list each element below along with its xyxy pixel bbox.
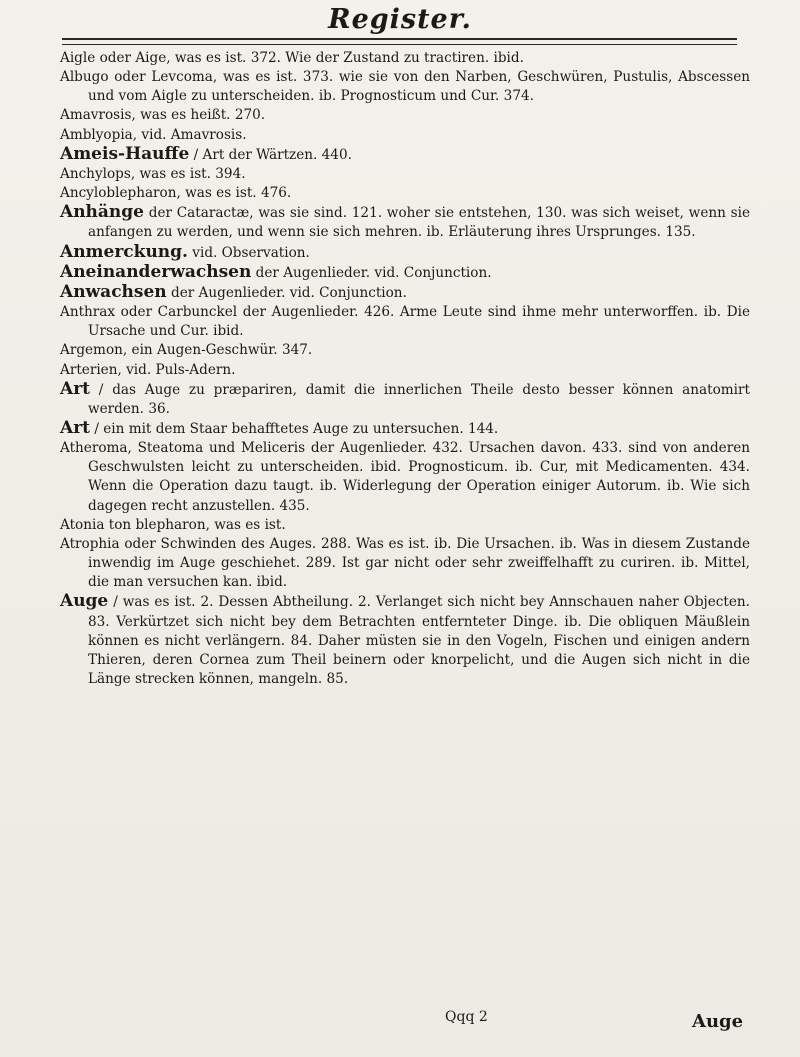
register-entry bbox=[60, 380, 750, 419]
register-entry bbox=[60, 203, 750, 242]
entry-text: / ein mit dem Staar behafftetes Auge zu untersuchen. 144. bbox=[90, 420, 499, 437]
entry-headword: Ameis-Hauffe bbox=[60, 143, 190, 164]
register-entries bbox=[60, 49, 750, 689]
entry-headword: Art bbox=[60, 378, 90, 399]
entry-text: Amavrosis, was es heißt. 270. bbox=[60, 107, 266, 124]
register-entry bbox=[60, 263, 750, 283]
register-entry bbox=[60, 535, 750, 592]
entry-text: / Art der Wärtzen. 440. bbox=[189, 146, 352, 163]
register-entry bbox=[60, 439, 750, 516]
register-entry bbox=[60, 419, 750, 439]
register-entry bbox=[60, 68, 750, 106]
register-entry bbox=[60, 283, 750, 303]
register-entry bbox=[60, 165, 750, 184]
entry-text: / das Auge zu præpariren, damit die innerlichen Theile desto besser können anatomirt werden. 36. bbox=[88, 381, 750, 417]
entry-headword: Aneinanderwachsen bbox=[60, 261, 252, 282]
entry-headword: Art bbox=[60, 417, 90, 438]
entry-text: Anchylops, was es ist. 394. bbox=[60, 165, 246, 182]
entry-headword: Anwachsen bbox=[60, 281, 167, 302]
entry-text: Atheroma, Steatoma und Meliceris der Augenlieder. 432. Ursachen davon. 433. sind von anderen Geschwulsten leicht zu unterscheiden. ibid. Prognosticum. ib. Cur, mit Medicamenten. 434. Wenn die Operation dazu taugt. ib. Widerlegung der Operation einiger Autorum. ib. Wie sich dagegen recht anzustellen. 435. bbox=[60, 440, 750, 514]
register-entry bbox=[60, 341, 750, 360]
entry-text: vid. Observation. bbox=[187, 244, 310, 261]
catchword: Auge bbox=[692, 1011, 744, 1032]
entry-text: der Cataractæ, was sie sind. 121. woher sie entstehen, 130. was sich weiset, wenn sie anfangen zu werden, und wenn sie sich mehren. ib. Erläuterung ihres Ursprunges. 135. bbox=[88, 205, 750, 241]
signature-mark: Qqq 2 bbox=[445, 1009, 488, 1025]
register-entry bbox=[60, 145, 750, 165]
entry-text: Ancyloblepharon, was es ist. 476. bbox=[60, 185, 292, 202]
entry-headword: Anhänge bbox=[60, 202, 144, 223]
register-entry bbox=[60, 126, 750, 145]
entry-text: Aigle oder Aige, was es ist. 372. Wie der Zustand zu tractiren. ibid. bbox=[60, 50, 524, 66]
header-rule-thin bbox=[62, 44, 737, 45]
entry-text: / was es ist. 2. Dessen Abtheilung. 2. Verlanget sich nicht bey Annschauen naher Objecten. 83. Verkürtzet sich nicht bey dem Betrachten entfernteter Dinge. ib. Die obliquen Mäußlein können es nicht verlängern. 84. Daher müsten sie in den Vogeln, Fischen und einigen andern Thieren, deren Cornea zum Theil beinern oder knorpelicht, und die Augen sich nicht in die Länge strecken können, mangeln. 85. bbox=[88, 594, 750, 687]
entry-text: Atonia ton blepharon, was es ist. bbox=[60, 516, 286, 533]
entry-text: Atrophia oder Schwinden des Auges. 288. Was es ist. ib. Die Ursachen. ib. Was in diesem Zustande inwendig im Auge geschiehet. 289. Ist gar nicht oder sehr zweiffelhafft zu curiren. ib. Mittel, die man versuchen kan. ibid. bbox=[60, 535, 750, 591]
entry-text: Argemon, ein Augen-Geschwür. 347. bbox=[60, 342, 313, 359]
register-entry bbox=[60, 49, 750, 68]
register-entry bbox=[60, 516, 750, 535]
entry-text: Albugo oder Levcoma, was es ist. 373. wie sie von den Narben, Geschwüren, Pustulis, Abscessen und vom Aigle zu unterscheiden. ib. Prognosticum und Cur. 374. bbox=[60, 69, 750, 105]
entry-text: der Augenlieder. vid. Conjunction. bbox=[166, 284, 407, 301]
register-entry bbox=[60, 243, 750, 263]
running-head: Register. bbox=[328, 4, 472, 35]
entry-text: Arterien, vid. Puls-Adern. bbox=[60, 361, 236, 378]
header-rule bbox=[62, 38, 737, 40]
entry-text: der Augenlieder. vid. Conjunction. bbox=[251, 264, 492, 281]
entry-headword: Anmerckung. bbox=[60, 241, 188, 262]
register-entry bbox=[60, 361, 750, 380]
entry-text: Anthrax oder Carbunckel der Augenlieder. 426. Arme Leute sind ihme mehr unterworffen. ib. Die Ursache und Cur. ibid. bbox=[60, 304, 750, 340]
register-entry bbox=[60, 106, 750, 125]
register-entry bbox=[60, 303, 750, 341]
entry-text: Amblyopia, vid. Amavrosis. bbox=[60, 126, 247, 143]
entry-headword: Auge bbox=[60, 591, 109, 612]
register-entry bbox=[60, 592, 750, 689]
register-entry bbox=[60, 184, 750, 203]
